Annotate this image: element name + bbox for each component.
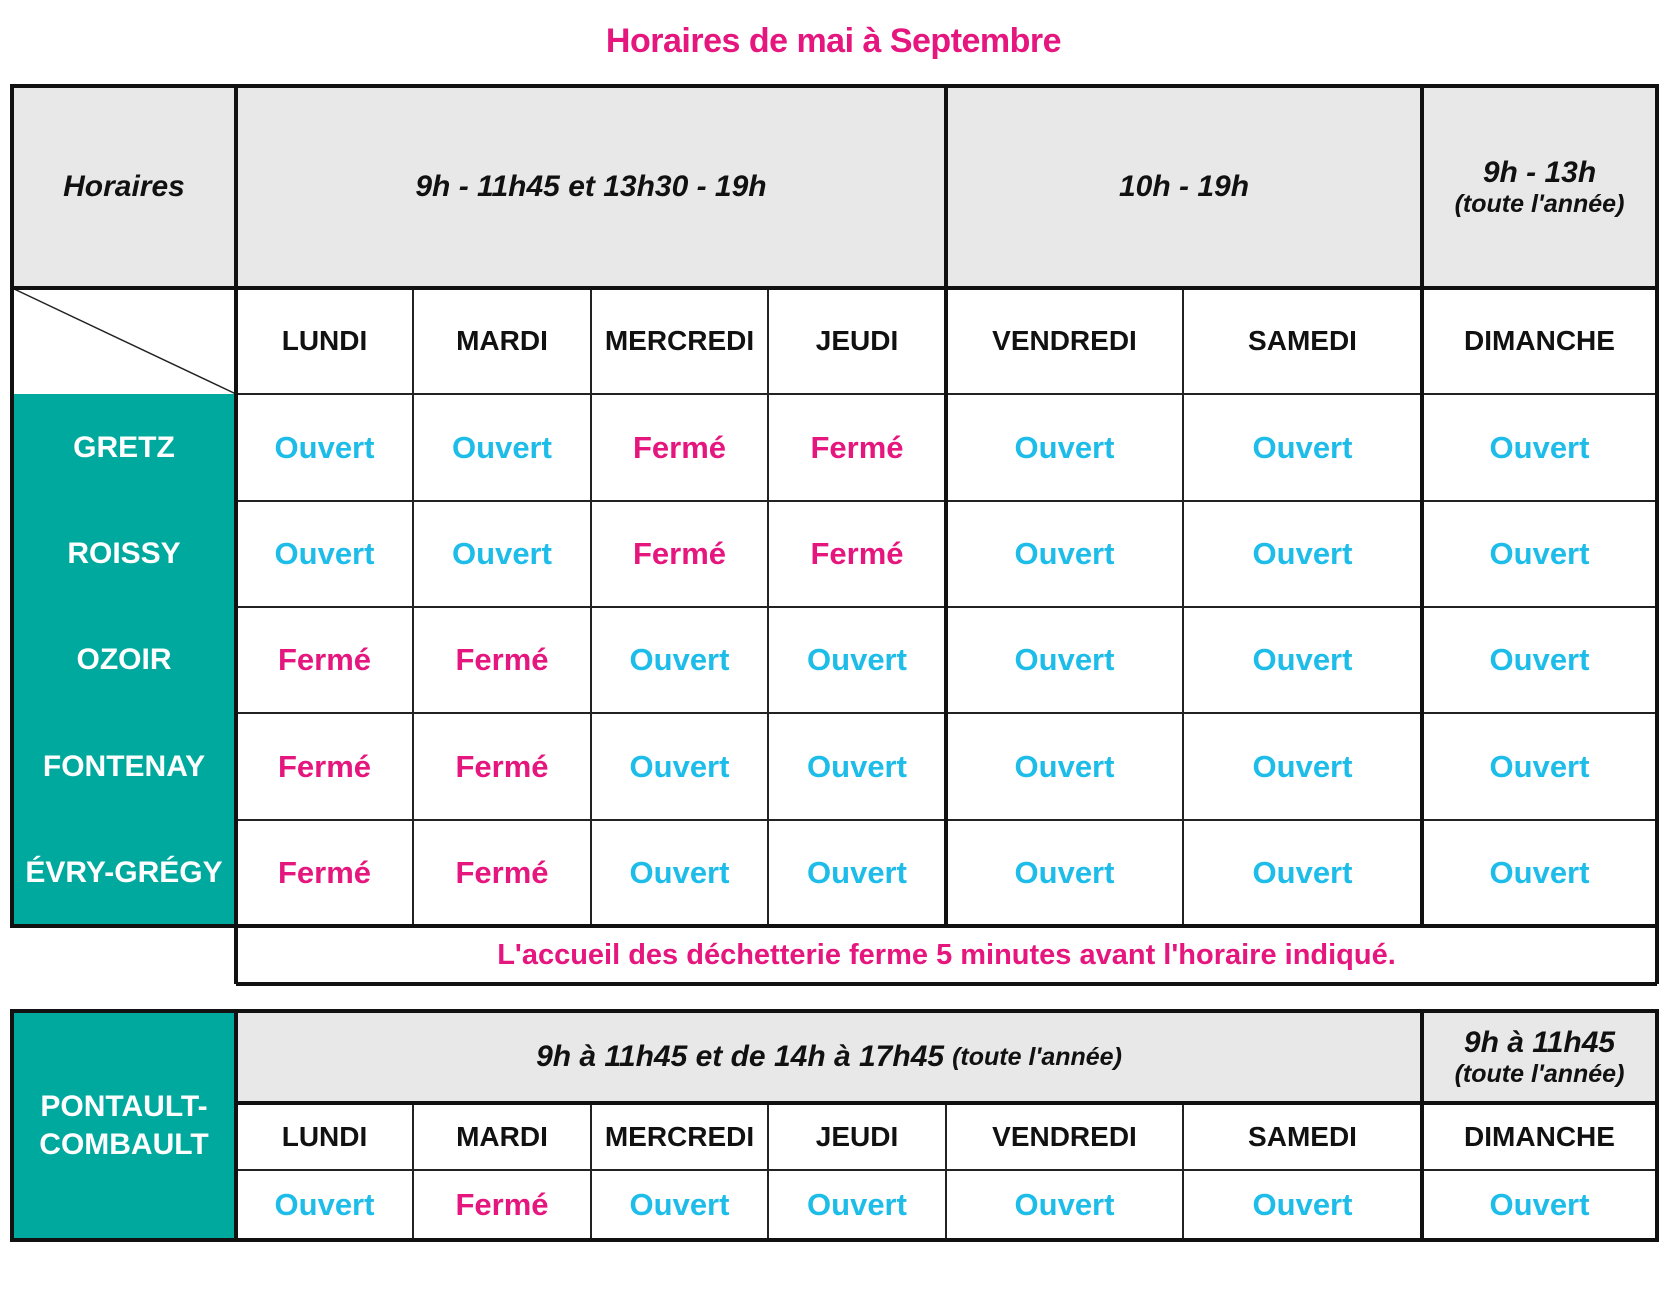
status-cell <box>1183 394 1422 501</box>
schedule-header-sub: (toute l'année) <box>1454 1059 1625 1088</box>
status-cell-text: Ouvert <box>807 1187 907 1222</box>
status-cell <box>236 713 413 820</box>
schedule-header-fri-sat <box>946 86 1422 288</box>
site-name: FONTENAY <box>42 749 206 783</box>
status-cell-text: Ouvert <box>807 748 907 784</box>
status-cell <box>236 607 413 713</box>
status-cell <box>413 713 591 820</box>
schedule-header-sub: (toute l'année) <box>952 1042 1122 1071</box>
day-header <box>1183 288 1422 394</box>
site-label <box>12 394 236 501</box>
site-label <box>12 713 236 820</box>
closing-note <box>236 926 1657 984</box>
day-header <box>591 1103 768 1170</box>
status-cell <box>1183 820 1422 926</box>
day-header <box>236 1103 413 1170</box>
status-cell <box>591 713 768 820</box>
day-header-text: LUNDI <box>281 1120 368 1152</box>
status-cell-text: Ouvert <box>807 642 907 677</box>
status-cell-text: Fermé <box>632 429 727 465</box>
site-name: GRETZ <box>73 430 175 464</box>
status-cell <box>1422 394 1657 501</box>
status-cell-text: Fermé <box>632 536 727 571</box>
day-label: LUNDI <box>281 325 368 356</box>
status-cell <box>591 394 768 501</box>
day-header <box>946 1103 1183 1170</box>
status-cell <box>946 394 1183 501</box>
day-header <box>413 1103 591 1170</box>
status-cell-text: Ouvert <box>1489 536 1590 571</box>
day-header-text: JEUDI <box>815 1120 899 1152</box>
status-cell-text: Ouvert <box>629 642 730 677</box>
status-cell <box>946 501 1183 607</box>
day-header-text: MARDI <box>456 1120 548 1152</box>
status-cell-text: Ouvert <box>1252 642 1353 677</box>
status-cell <box>1183 501 1422 607</box>
day-header <box>768 1103 946 1170</box>
day-header <box>946 288 1183 394</box>
day-header-text: DIMANCHE <box>1464 1120 1615 1152</box>
status-cell-text: Ouvert <box>1252 855 1353 890</box>
site-label <box>12 820 236 926</box>
status-cell <box>1422 501 1657 607</box>
status-cell-text: Fermé <box>277 855 372 890</box>
status-cell <box>946 1170 1183 1240</box>
day-label: VENDREDI <box>992 325 1137 356</box>
status-cell-text: Ouvert <box>1489 1187 1590 1222</box>
status-cell <box>1183 713 1422 820</box>
site-label <box>12 1011 236 1240</box>
status-cell <box>1422 820 1657 926</box>
status-cell-text: Ouvert <box>1252 1187 1353 1222</box>
closing-note-text: L'accueil des déchetterie ferme 5 minutes avant l'horaire indiqué. <box>497 938 1396 971</box>
schedule-header-main: 9h - 11h45 et 13h30 - 19h <box>415 170 767 203</box>
status-cell-text: Ouvert <box>452 536 552 571</box>
day-label: DIMANCHE <box>1464 325 1615 356</box>
status-cell-text: Fermé <box>455 1187 549 1222</box>
status-cell-text: Ouvert <box>1489 642 1590 677</box>
schedule-header-main: 9h - 13h <box>1482 155 1597 189</box>
status-cell-text: Ouvert <box>629 1187 730 1222</box>
status-cell <box>1422 1170 1657 1240</box>
status-cell-text: Ouvert <box>1014 855 1115 890</box>
day-label: MERCREDI <box>604 325 755 356</box>
status-cell <box>1422 607 1657 713</box>
schedule-header-main: 10h - 19h <box>1118 170 1250 203</box>
day-header-text: SAMEDI <box>1248 1120 1357 1152</box>
status-cell-text: Fermé <box>277 642 372 677</box>
corner-header <box>12 86 236 288</box>
status-cell-text: Ouvert <box>807 855 907 890</box>
schedule-header-main: 9h à 11h45 <box>1463 1025 1616 1059</box>
status-cell-text: Fermé <box>455 748 549 784</box>
status-cell <box>768 820 946 926</box>
site-name: ÉVRY-GRÉGY <box>25 856 223 890</box>
status-cell <box>236 394 413 501</box>
status-cell-text: Fermé <box>810 536 904 571</box>
site-label <box>12 607 236 713</box>
day-header <box>236 288 413 394</box>
status-cell <box>591 607 768 713</box>
status-cell <box>946 607 1183 713</box>
status-cell-text: Ouvert <box>274 429 375 465</box>
status-cell <box>768 607 946 713</box>
day-label: SAMEDI <box>1248 325 1357 356</box>
status-cell <box>413 1170 591 1240</box>
status-cell-text: Ouvert <box>1489 429 1590 465</box>
status-cell-text: Ouvert <box>1014 748 1115 784</box>
status-cell <box>236 820 413 926</box>
status-cell <box>768 713 946 820</box>
status-cell-text: Fermé <box>810 429 904 465</box>
status-cell-text: Fermé <box>455 855 549 890</box>
day-header <box>1422 1103 1657 1170</box>
status-cell-text: Ouvert <box>1252 536 1353 571</box>
status-cell <box>236 1170 413 1240</box>
site-name: ROISSY <box>67 537 181 571</box>
status-cell-text: Ouvert <box>1014 429 1115 465</box>
schedule-header-weekdays <box>236 86 946 288</box>
site-label <box>12 501 236 607</box>
status-cell-text: Fermé <box>277 748 372 784</box>
status-cell-text: Ouvert <box>1014 642 1115 677</box>
status-cell <box>591 820 768 926</box>
site-name: OZOIR <box>76 643 172 677</box>
day-header <box>413 288 591 394</box>
status-cell-text: Ouvert <box>1252 748 1353 784</box>
site-name-line2: COMBAULT <box>39 1127 209 1161</box>
status-cell-text: Ouvert <box>1014 1187 1115 1222</box>
site-name-line1: PONTAULT- <box>40 1090 208 1123</box>
status-cell <box>413 607 591 713</box>
schedule-header-weekdays <box>236 1011 1422 1103</box>
status-cell <box>1183 1170 1422 1240</box>
status-cell-text: Fermé <box>455 642 549 677</box>
status-cell <box>413 820 591 926</box>
corner-label: Horaires <box>63 170 185 203</box>
status-cell <box>768 394 946 501</box>
status-cell <box>1422 713 1657 820</box>
status-cell <box>1183 607 1422 713</box>
status-cell-text: Ouvert <box>1489 748 1590 784</box>
day-header-text: VENDREDI <box>992 1120 1137 1152</box>
day-header <box>591 288 768 394</box>
day-header <box>1183 1103 1422 1170</box>
schedule-header-sub: (toute l'année) <box>1454 189 1625 218</box>
status-cell-text: Ouvert <box>274 536 375 571</box>
status-cell <box>236 501 413 607</box>
status-cell <box>946 820 1183 926</box>
status-cell-text: Ouvert <box>1014 536 1115 571</box>
schedule-header-sunday <box>1422 1011 1657 1103</box>
status-cell <box>413 501 591 607</box>
day-header-text: MERCREDI <box>604 1120 755 1152</box>
day-header <box>768 288 946 394</box>
status-cell-text: Ouvert <box>1252 429 1353 465</box>
status-cell <box>946 713 1183 820</box>
day-header <box>1422 288 1657 394</box>
status-cell-text: Ouvert <box>1489 855 1590 890</box>
status-cell-text: Ouvert <box>629 748 730 784</box>
day-label: MARDI <box>456 325 548 356</box>
status-cell-text: Ouvert <box>274 1187 375 1222</box>
schedule-header-sunday <box>1422 86 1657 288</box>
status-cell <box>768 501 946 607</box>
page-title: Horaires de mai à Septembre <box>605 22 1062 60</box>
status-cell-text: Ouvert <box>629 855 730 890</box>
status-cell <box>413 394 591 501</box>
day-label: JEUDI <box>815 325 899 356</box>
status-cell-text: Ouvert <box>452 429 552 465</box>
status-cell <box>768 1170 946 1240</box>
status-cell <box>591 1170 768 1240</box>
status-cell <box>591 501 768 607</box>
schedule-header-main: 9h à 11h45 et de 14h à 17h45 <box>536 1040 945 1073</box>
